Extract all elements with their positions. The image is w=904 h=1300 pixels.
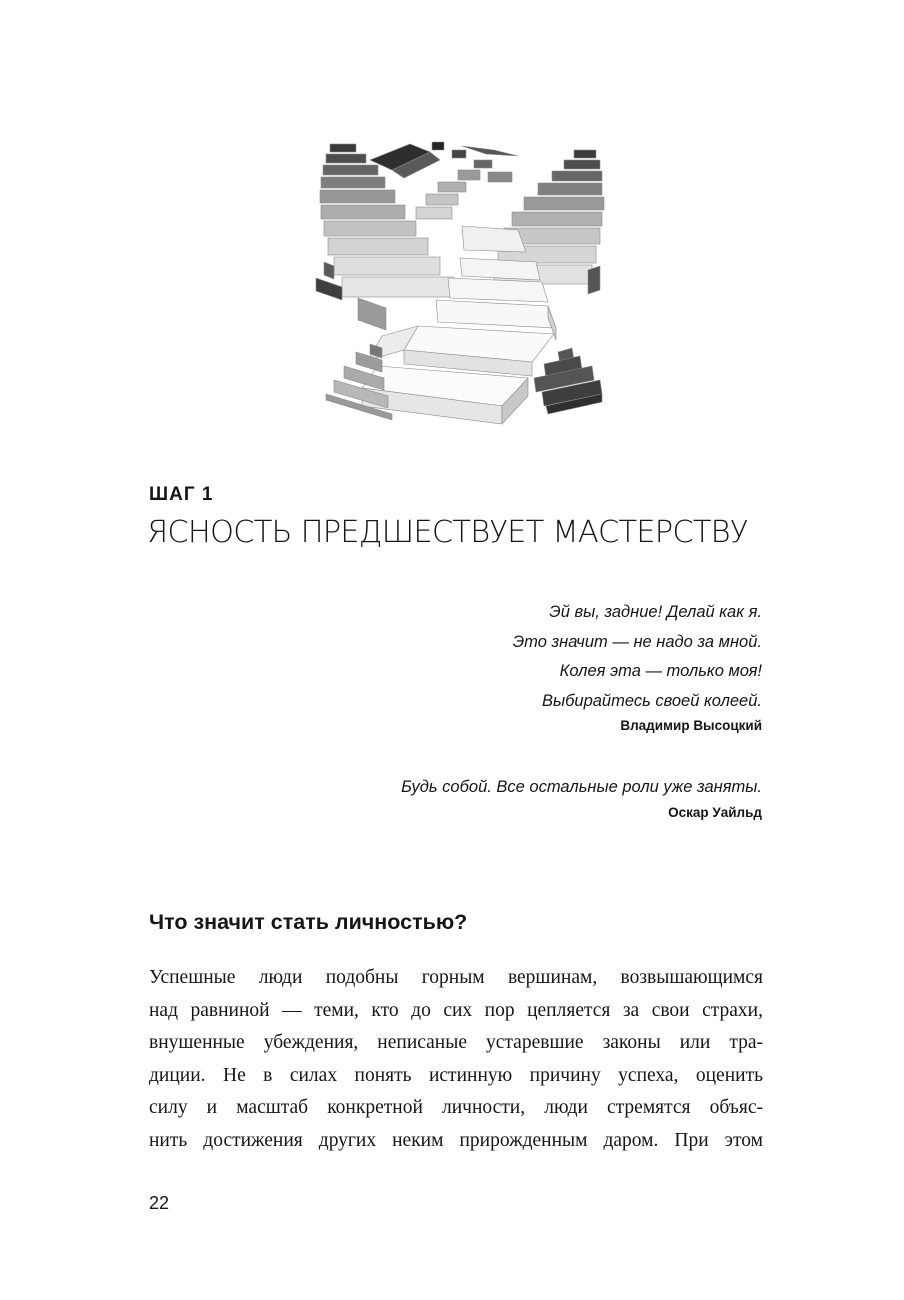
epigraph-line: Выбирайтесь своей колеей. (541, 691, 762, 710)
left-staircase (316, 144, 454, 330)
chapter-step-label: ШАГ 1 (149, 484, 214, 505)
chapter-title: ЯСНОСТЬ ПРЕДШЕСТВУЕТ МАСТЕРСТВУ (147, 515, 748, 550)
spiral-staircase-illustration (312, 130, 612, 430)
body-paragraph (149, 962, 763, 1157)
page-number: 22 (149, 1193, 170, 1213)
epigraph-vysotsky (513, 598, 762, 733)
epigraph-line: Будь собой. Все остальные роли уже заняты. (401, 778, 762, 796)
body-line: над равниной — теми, кто до сих пор цепляется за свои страхи, (149, 999, 763, 1021)
epigraph-line: Эй вы, задние! Делай как я. (549, 603, 762, 621)
lower-right-steps (534, 348, 602, 414)
section-heading: Что значит стать личностью? (149, 910, 468, 934)
epigraph-wilde (401, 773, 762, 820)
epigraph-author: Владимир Высоцкий (620, 718, 762, 733)
body-line: нить достижения других неким прирожденным даром. При этом (149, 1129, 763, 1151)
body-line: диции. Не в силах понять истинную причину успеха, оценить (149, 1064, 763, 1086)
body-line: внушенные убеждения, неписаные устаревшие законы или тра- (149, 1032, 763, 1053)
body-line: силу и масштаб конкретной личности, люди стремятся объяс- (149, 1097, 763, 1118)
epigraph-line: Это значит — не надо за мной. (512, 632, 762, 651)
epigraph-line: Колея эта — только моя! (559, 662, 762, 680)
body-line: Успешные люди подобны горным вершинам, возвышающимся (149, 967, 763, 988)
epigraph-author: Оскар Уайльд (668, 804, 762, 820)
